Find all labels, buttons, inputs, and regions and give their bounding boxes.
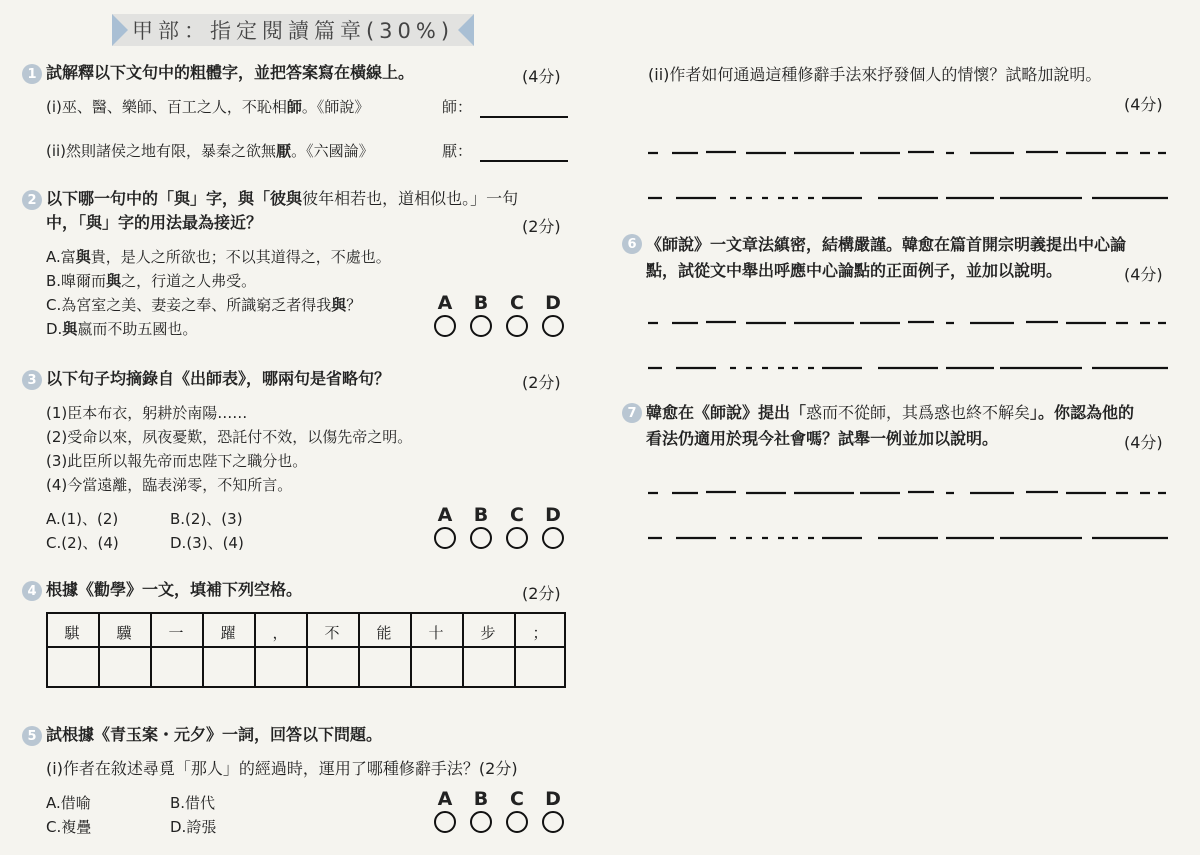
- q5-answer-bubbles: [434, 788, 564, 833]
- q6-line2: 點，試從文中舉出呼應中心論點的正面例子，並加以說明。: [646, 261, 1063, 280]
- bubble-d[interactable]: D: [542, 788, 564, 833]
- bubble-a[interactable]: A: [434, 788, 456, 833]
- q5-sub-i: (i)作者在敘述尋覓「那人」的經過時，運用了哪種修辭手法？(2分): [46, 759, 518, 778]
- q2-answer-bubbles: [434, 292, 564, 337]
- circle-icon: [434, 527, 456, 549]
- q3-item-2: (2)受命以來，夙夜憂歎，恐託付不效，以傷先帝之明。: [46, 428, 413, 446]
- question-number-3: 3: [22, 370, 42, 390]
- q2-marks: (2分): [522, 217, 561, 236]
- q3-item-4: (4)今當遠離，臨表涕零，不知所言。: [46, 476, 293, 494]
- q4-prompt: 根據《勸學》一文，填補下列空格。: [46, 580, 303, 599]
- q6-marks: (4分): [1124, 265, 1163, 284]
- section-title: 甲部：指定閱讀篇章(30%): [131, 19, 455, 43]
- banner-right-arrow-icon: [458, 14, 474, 46]
- q5-option-d: D.誇張: [170, 818, 217, 836]
- q5-sub-ii: (ii)作者如何通過這種修辭手法來抒發個人的情懷？試略加說明。: [648, 65, 1102, 84]
- q3-marks: (2分): [522, 373, 561, 392]
- question-number-2: 2: [22, 190, 42, 210]
- question-number-6: 6: [622, 234, 642, 254]
- q1-item-1-answer[interactable]: 師：: [442, 96, 568, 118]
- q5-prompt: 試根據《青玉案・元夕》一詞，回答以下問題。: [46, 725, 383, 744]
- q3-option-a: A.(1)、(2): [46, 510, 119, 528]
- bubble-a[interactable]: A: [434, 504, 456, 549]
- grid-cell: 騏: [64, 624, 80, 642]
- q1-marks: (4分): [522, 67, 561, 86]
- circle-icon: [506, 527, 528, 549]
- section-banner: [112, 14, 474, 46]
- circle-icon: [542, 315, 564, 337]
- q6-answer-lines[interactable]: [646, 310, 1172, 380]
- circle-icon: [506, 315, 528, 337]
- q3-item-3: (3)此臣所以報先帝而忠陛下之職分也。: [46, 452, 308, 470]
- bubble-b[interactable]: B: [470, 292, 492, 337]
- q1-item-1: (i)巫、醫、樂師、百工之人，不恥相師。《師說》: [46, 98, 370, 116]
- q2-option-c: C.為宮室之美、妻妾之奉、所識窮乏者得我與？: [46, 296, 362, 314]
- q6-line1: 《師說》一文章法縝密，結構嚴謹。韓愈在篇首開宗明義提出中心論: [646, 235, 1127, 254]
- bubble-d[interactable]: D: [542, 504, 564, 549]
- bubble-c[interactable]: C: [506, 292, 528, 337]
- grid-cell: ；: [532, 624, 548, 642]
- q2-option-a: A.富與貴，是人之所欲也；不以其道得之，不處也。: [46, 248, 391, 266]
- circle-icon: [542, 811, 564, 833]
- question-number-1: 1: [22, 64, 42, 84]
- q7-line1: 韓愈在《師說》提出「惑而不從師，其爲惑也終不解矣」。你認為他的: [646, 403, 1135, 422]
- grid-cell: 十: [428, 624, 444, 642]
- circle-icon: [542, 527, 564, 549]
- grid-cell: ，: [272, 624, 288, 642]
- q2-option-b: B.嘷爾而與之，行道之人弗受。: [46, 272, 257, 290]
- answer-blank: [480, 142, 568, 162]
- q3-option-c: C.(2)、(4): [46, 534, 119, 552]
- grid-cell: 步: [480, 624, 496, 642]
- grid-cell: 躍: [220, 624, 236, 642]
- circle-icon: [506, 811, 528, 833]
- q5-sub-ii-marks: (4分): [1124, 95, 1163, 114]
- q5-answer-lines[interactable]: [646, 140, 1172, 210]
- q3-option-b: B.(2)、(3): [170, 510, 243, 528]
- circle-icon: [470, 315, 492, 337]
- bubble-a[interactable]: A: [434, 292, 456, 337]
- answer-blank: [480, 98, 568, 118]
- bubble-b[interactable]: B: [470, 504, 492, 549]
- bubble-d[interactable]: D: [542, 292, 564, 337]
- q3-prompt: 以下句子均摘錄自《出師表》，哪兩句是省略句？: [46, 369, 391, 388]
- question-number-4: 4: [22, 581, 42, 601]
- circle-icon: [470, 811, 492, 833]
- q5-option-a: A.借喻: [46, 794, 91, 812]
- q2-prompt-line2: 中，「與」字的用法最為接近？: [46, 213, 263, 232]
- bubble-c[interactable]: C: [506, 788, 528, 833]
- circle-icon: [434, 315, 456, 337]
- bubble-b[interactable]: B: [470, 788, 492, 833]
- q7-marks: (4分): [1124, 433, 1163, 452]
- q3-answer-bubbles: [434, 504, 564, 549]
- grid-cell: 能: [376, 624, 392, 642]
- circle-icon: [434, 811, 456, 833]
- circle-icon: [470, 527, 492, 549]
- q3-option-d: D.(3)、(4): [170, 534, 244, 552]
- q2-option-d: D.與嬴而不助五國也。: [46, 320, 198, 338]
- banner-left-arrow-icon: [112, 14, 128, 46]
- bubble-c[interactable]: C: [506, 504, 528, 549]
- q5-option-c: C.複疊: [46, 818, 92, 836]
- grid-cell: 不: [324, 624, 340, 642]
- grid-cell: 一: [168, 624, 184, 642]
- q4-marks: (2分): [522, 584, 561, 603]
- q7-answer-lines[interactable]: [646, 480, 1172, 550]
- q1-item-2: (ii)然則諸侯之地有限，暴秦之欲無厭。《六國論》: [46, 142, 374, 160]
- q1-prompt: 試解釋以下文句中的粗體字，並把答案寫在橫線上。: [46, 63, 415, 82]
- q1-item-2-answer[interactable]: 厭：: [442, 140, 568, 162]
- grid-cell: 驥: [116, 624, 132, 642]
- q7-line2: 看法仍適用於現今社會嗎？試舉一例並加以說明。: [646, 429, 999, 448]
- question-number-5: 5: [22, 726, 42, 746]
- q5-option-b: B.借代: [170, 794, 216, 812]
- q2-prompt-line1: 以下哪一句中的「與」字，與「彼與彼年相若也，道相似也。」一句: [46, 189, 519, 208]
- question-number-7: 7: [622, 403, 642, 423]
- q3-item-1: (1)臣本布衣，躬耕於南陽……: [46, 404, 248, 422]
